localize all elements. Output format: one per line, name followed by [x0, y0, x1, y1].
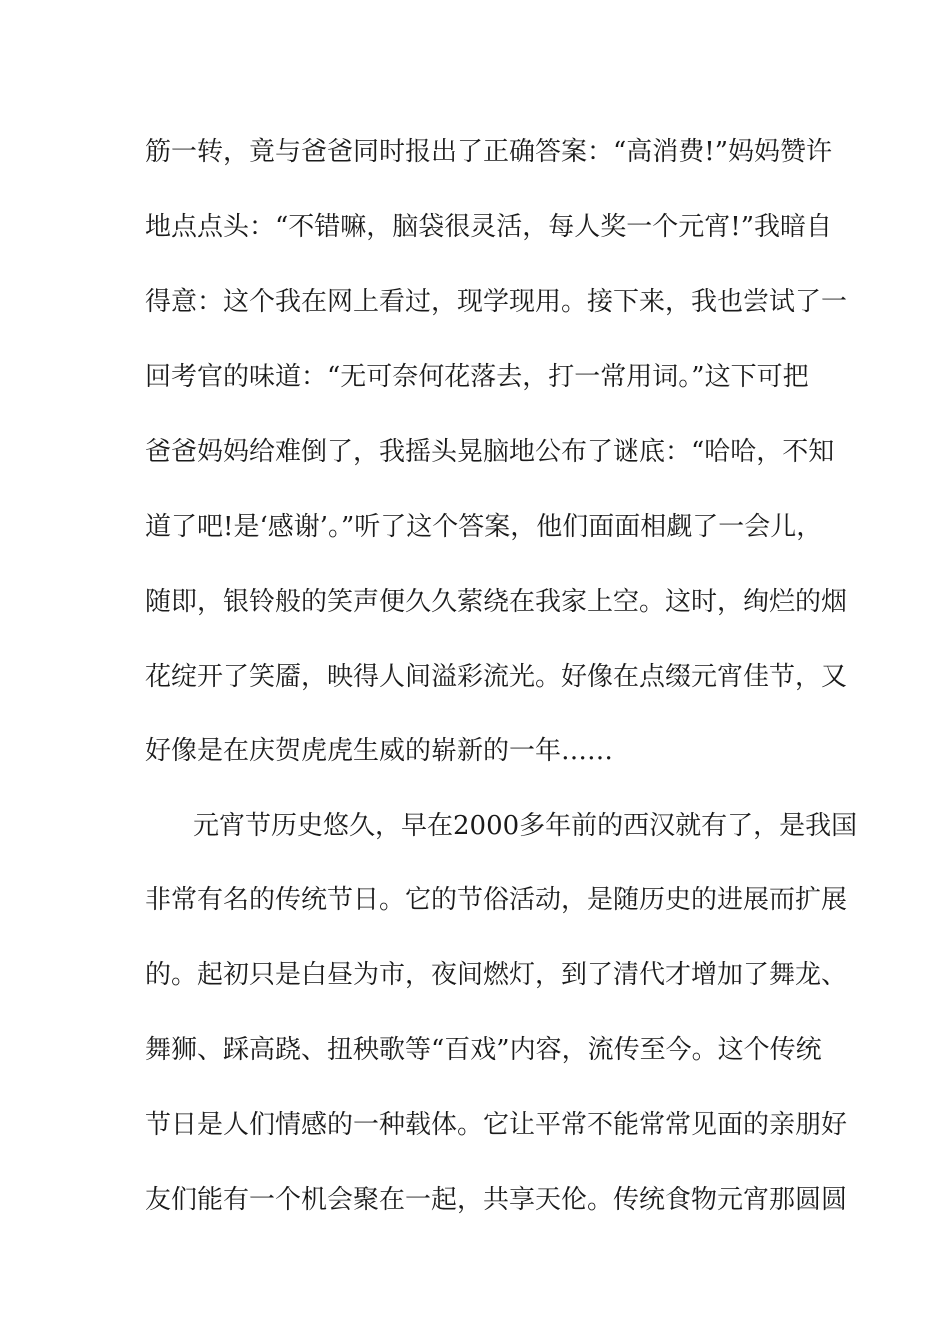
text-line: 节日是人们情感的一种载体。它让平常不能常常见面的亲朋好: [145, 1110, 848, 1140]
paragraph-first-line: 元宵节历史悠久，早在2000多年前的西汉就有了，是我国: [193, 811, 858, 841]
text-line: 花绽开了笑靥，映得人间溢彩流光。好像在点缀元宵佳节，又: [145, 662, 848, 692]
text-line: 的。起初只是白昼为市，夜间燃灯，到了清代才增加了舞龙、: [145, 960, 848, 990]
text-line: 地点点头：“不错嘛，脑袋很灵活，每人奖一个元宵!”我暗自: [145, 212, 833, 242]
text-line: 得意：这个我在网上看过，现学现用。接下来，我也尝试了一: [145, 287, 848, 317]
text-line: 筋一转，竟与爸爸同时报出了正确答案：“高消费!”妈妈赞许: [145, 137, 833, 167]
text-line: 随即，银铃般的笑声便久久萦绕在我家上空。这时，绚烂的烟: [145, 587, 848, 617]
text-line: 舞狮、踩高跷、扭秧歌等“百戏”内容，流传至今。这个传统: [145, 1035, 822, 1065]
text-line: 非常有名的传统节日。它的节俗活动，是随历史的进展而扩展: [145, 885, 848, 915]
text-line: 爸爸妈妈给难倒了，我摇头晃脑地公布了谜底：“哈哈，不知: [145, 437, 835, 467]
text-line: 回考官的味道：“无可奈何花落去，打一常用词。”这下可把: [145, 362, 809, 392]
text-line: 友们能有一个机会聚在一起，共享天伦。传统食物元宵那圆圆: [145, 1185, 848, 1215]
text-line: 道了吧!是‘感谢’。”听了这个答案，他们面面相觑了一会儿，: [145, 512, 823, 542]
text-line: 好像是在庆贺虎虎生威的崭新的一年……: [145, 736, 614, 766]
